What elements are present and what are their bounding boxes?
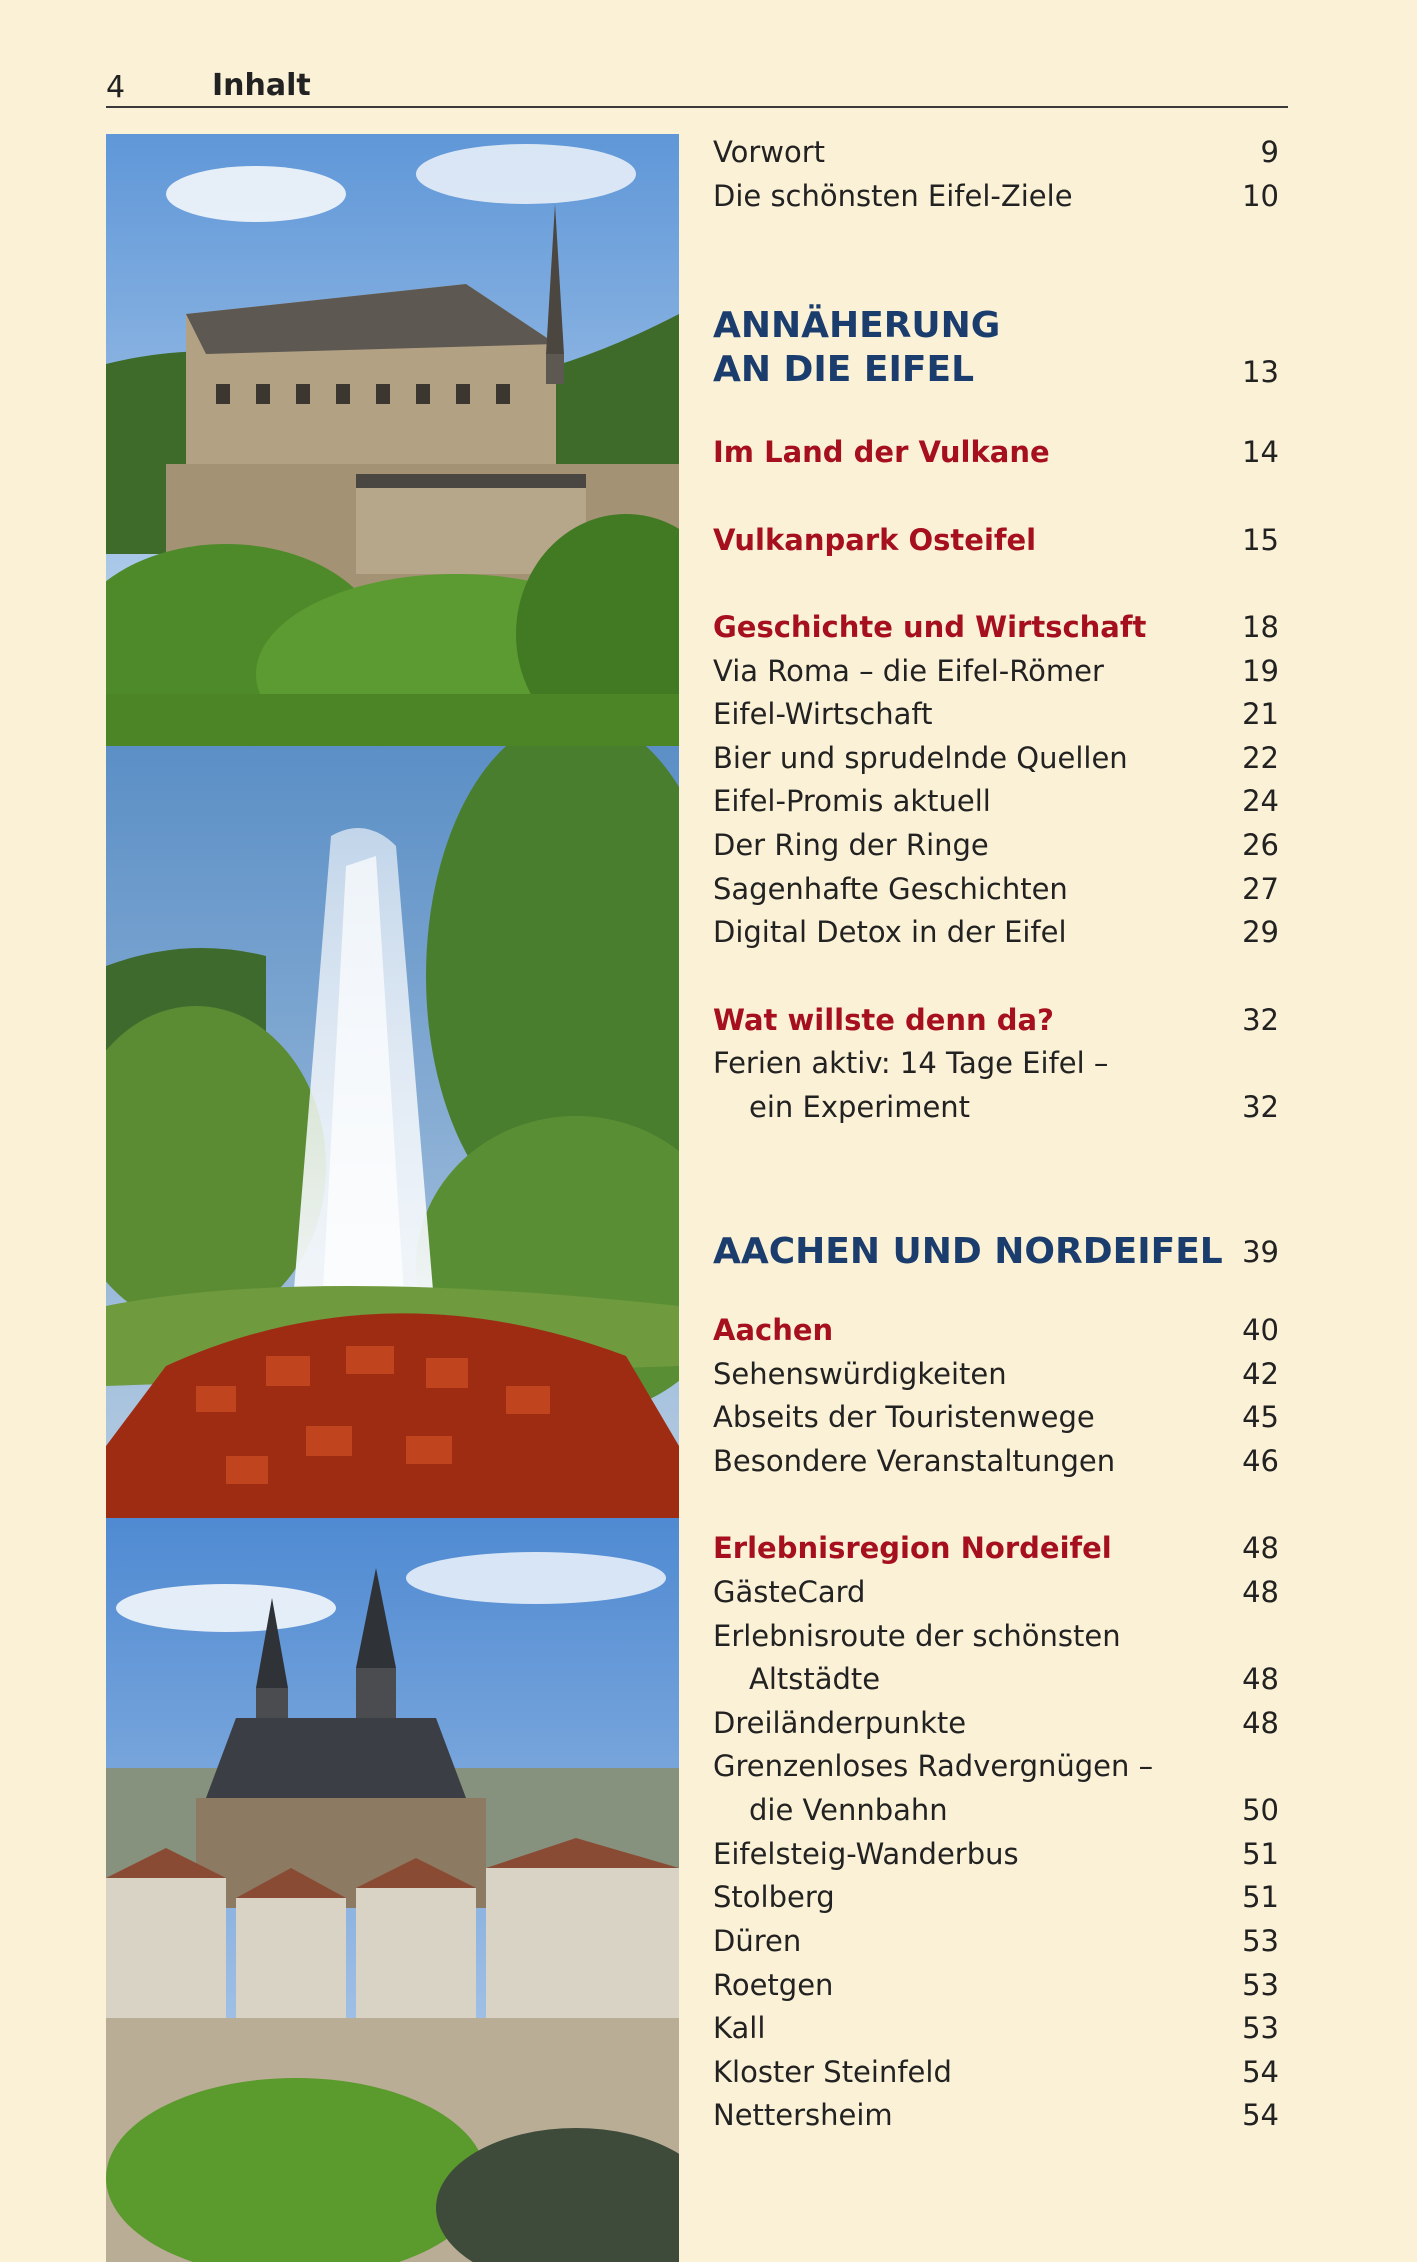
toc-entry[interactable]: Nettersheim 54 <box>713 2098 1279 2132</box>
toc-entry[interactable]: Eifel-Wirtschaft 21 <box>713 697 1279 731</box>
toc-entry[interactable]: Bier und sprudelnde Quellen 22 <box>713 741 1279 775</box>
section-heading[interactable]: AACHEN UND NORDEIFEL 39 <box>713 1231 1279 1272</box>
toc-subheading[interactable]: Im Land der Vulkane 14 <box>713 435 1279 469</box>
toc-entry[interactable]: Sagenhafte Geschichten 27 <box>713 872 1279 906</box>
toc-entry[interactable]: Eifel-Promis aktuell 24 <box>713 784 1279 818</box>
toc-entry[interactable]: Dreiländerpunkte 48 <box>713 1706 1279 1740</box>
toc-entry-continuation[interactable]: die Vennbahn 50 <box>749 1793 1279 1827</box>
section-heading[interactable]: ANNÄHERUNG AN DIE EIFEL 13 <box>713 305 1279 390</box>
toc-entry[interactable]: Kloster Steinfeld 54 <box>713 2055 1279 2089</box>
toc-entry[interactable]: Sehenswürdigkeiten 42 <box>713 1357 1279 1391</box>
page-title: Inhalt <box>212 68 311 103</box>
toc-entry-continuation[interactable]: Altstädte 48 <box>749 1662 1279 1696</box>
castle-photo <box>106 134 679 746</box>
toc-subheading[interactable]: Wat willste denn da? 32 <box>713 1003 1279 1037</box>
toc-entry[interactable]: Besondere Veranstaltungen 46 <box>713 1444 1279 1478</box>
toc-entry[interactable]: Via Roma – die Eifel-Römer 19 <box>713 654 1279 688</box>
toc-entry-continuation[interactable]: ein Experiment 32 <box>749 1090 1279 1124</box>
photo-column <box>106 134 679 2134</box>
toc-subheading[interactable]: Vulkanpark Osteifel 15 <box>713 523 1279 557</box>
toc-entry[interactable]: Roetgen 53 <box>713 1968 1279 2002</box>
toc-entry[interactable]: Stolberg 51 <box>713 1880 1279 1914</box>
toc-subheading[interactable]: Erlebnisregion Nordeifel 48 <box>713 1531 1279 1565</box>
toc-entry[interactable]: Die schönsten Eifel-Ziele 10 <box>713 179 1279 213</box>
toc-entry[interactable]: Erlebnisroute der schönsten <box>713 1619 1121 1653</box>
toc-entry[interactable]: Ferien aktiv: 14 Tage Eifel – <box>713 1046 1109 1080</box>
toc-subheading[interactable]: Aachen 40 <box>713 1313 1279 1347</box>
toc-entry[interactable]: Düren 53 <box>713 1924 1279 1958</box>
toc-subheading[interactable]: Geschichte und Wirtschaft 18 <box>713 610 1279 644</box>
geyser-photo <box>106 746 679 1518</box>
toc-entry[interactable]: Der Ring der Ringe 26 <box>713 828 1279 862</box>
toc-entry[interactable]: Grenzenloses Radvergnügen – <box>713 1749 1154 1783</box>
toc-entry[interactable]: Kall 53 <box>713 2011 1279 2045</box>
page-number: 4 <box>106 70 126 105</box>
toc-entry[interactable]: Vorwort 9 <box>713 135 1279 169</box>
toc-entry[interactable]: Abseits der Touristenwege 45 <box>713 1400 1279 1434</box>
toc-entry[interactable]: GästeCard 48 <box>713 1575 1279 1609</box>
toc-entry[interactable]: Digital Detox in der Eifel 29 <box>713 915 1279 949</box>
page-header <box>106 62 1288 108</box>
toc-entry[interactable]: Eifelsteig-Wanderbus 51 <box>713 1837 1279 1871</box>
aachen-town-hall-photo <box>106 1518 679 2262</box>
